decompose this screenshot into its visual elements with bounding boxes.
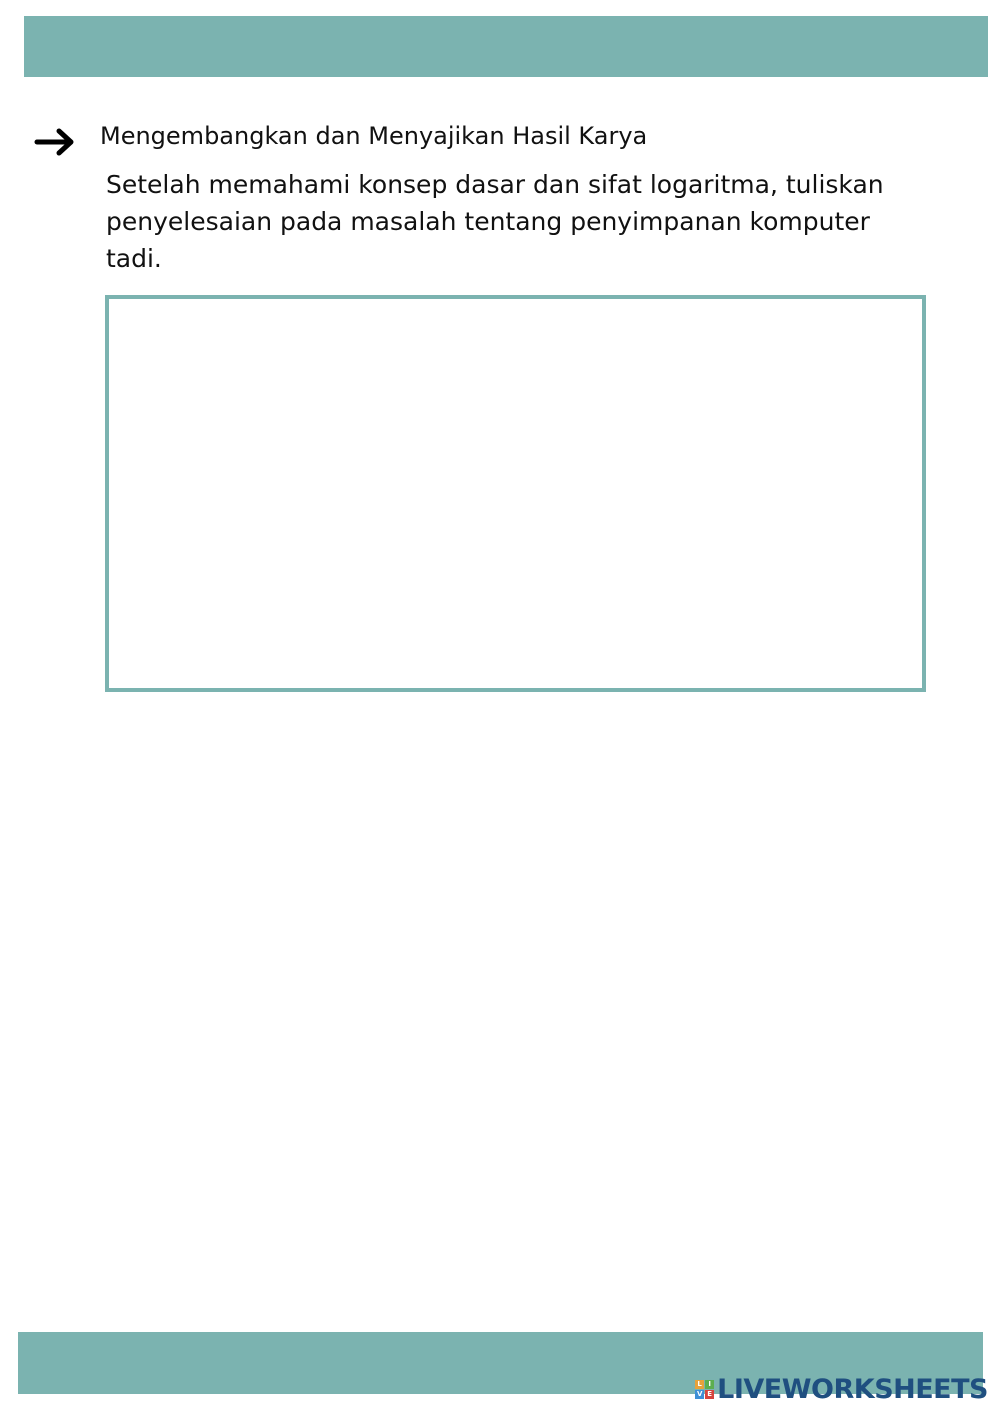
- arrow-right-icon: [34, 125, 76, 157]
- logo-block-i: I: [705, 1380, 714, 1389]
- logo-block-v: V: [696, 1389, 703, 1398]
- logo-block-l: L: [695, 1380, 704, 1389]
- logo-block-e: E: [705, 1390, 714, 1399]
- header-band: [24, 16, 988, 77]
- instruction-text: Setelah memahami konsep dasar dan sifat logaritma, tuliskan penyelesaian pada masalah tentang penyimpanan komputer tadi.: [106, 170, 884, 273]
- answer-box[interactable]: [105, 295, 926, 692]
- logo-blocks: [695, 1380, 714, 1399]
- liveworksheets-logo: [695, 1374, 988, 1404]
- section-heading: Mengembangkan dan Menyajikan Hasil Karya: [100, 122, 648, 150]
- logo-text: LIVEWORKSHEETS: [717, 1373, 988, 1405]
